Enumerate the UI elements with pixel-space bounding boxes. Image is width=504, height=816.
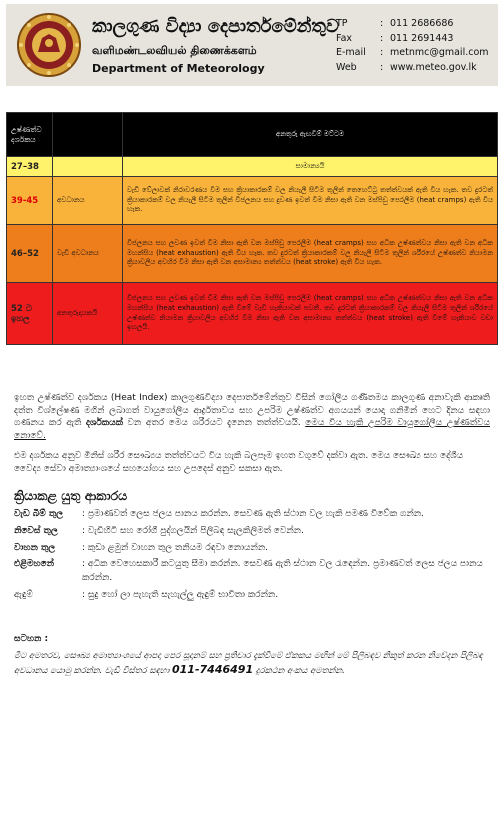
list-item — [14, 525, 490, 539]
heat-index-range: 39-45 — [7, 177, 53, 225]
action-label: ඇඳුම් — [14, 589, 33, 600]
list-item — [14, 508, 490, 522]
action-text: : ප්‍රමාණවත් ලෙස ජලය පානය කරන්න. සෙවණ ඇති ස්ථාන වල හැකි පමණ විවේක ගන්න. — [82, 509, 424, 519]
warning-level — [53, 157, 123, 177]
department-title-english: Department of Meteorology — [92, 62, 265, 75]
tp-value: 011 2686686 — [390, 18, 454, 29]
warning-level: අනතුරුදායකයි — [53, 283, 123, 345]
health-effect: වැඩි වේලාවක් නිරාවරණය වීම සහ ක්‍රියාකාරකම් වල නියැලී සිටීම තුලින් තෙහෙට්ටු තත්ත්වයක් ඇති විය හැක. තව දුරටත් ක්‍රියාකාරකම් වල නියැලී සිටීම තුලින් විජලනය සහ දුවණ ඉවත් වීම නිසා ඇති වන මස්පිඩු පෙරලීම (heat cramps) ඇති විය හැක. — [123, 177, 498, 225]
explanation-text-2: වන අතර මෙය ශරීරයට දැනෙන තත්ත්වයයි. — [122, 418, 306, 428]
note-body: මීට අමතරව, සෞඛ්‍ය අමාත්‍යාංශයේ ආපදා පෙර සූදානම් සහ ප්‍රතිචාර දැක්වීමේ ඒකකය මඟින් මේ පිලිබඳව නිකුත් කරන නිවේදන පිලිබඳ අවධානය යොමු කරන්න. වැඩි විස්තර සඳහා — [14, 651, 483, 676]
letterhead — [6, 4, 498, 86]
department-title-tamil: வளிமண்டலவியல் திணைக்களம் — [92, 44, 257, 57]
warning-level-column-header: අනතුරු ඇඟවීම් මට්ටම — [123, 113, 498, 157]
action-label: එළිමහනේ — [14, 559, 54, 570]
note-heading: සටහන : — [14, 634, 49, 644]
web-label: Web — [336, 61, 357, 73]
warning-level: වැඩි අවධානය — [53, 225, 123, 283]
action-label: වැඩ බිම් තුල — [14, 509, 63, 519]
action-text: : වැඩිහිටි සහ රෝගී පුද්ගලයින් පිලිබඳ සැලකිලිමත් වෙන්න. — [82, 525, 304, 536]
list-item — [14, 558, 490, 586]
table-row — [7, 283, 498, 345]
table-row — [7, 225, 498, 283]
note-body-end: දුරකථන අංකය අමතන්න. — [253, 666, 345, 676]
heat-index-explanation — [14, 392, 490, 442]
health-effect: සාමාන්‍යයි — [123, 157, 498, 177]
warning-level: අවධානය — [53, 177, 123, 225]
heat-index-column-header: උෂ්ණත්ව දර්ශකය — [7, 113, 53, 157]
explanation-text: ඉහත උෂ්ණත්ව දර්ශකය (Heat Index) කාලගුණවිද්‍යා දෙපාර්තමේන්තුව විසින් ගෝලීය ගණිතමය කාලගුණ අනාවැකි ආකෘති දත්ත විශ්ලේෂණ මගින් ලබාගත් වායුගෝලීය ආර්ද්‍රතාවය සහ උපරිම උෂ්ණත්ව අගයයන් යොදා ගනිමින් හෙට දිනය සඳහා ගණනය කර ඇති — [14, 393, 490, 428]
heat-index-range: 27–38 — [7, 157, 53, 177]
note-phone[interactable]: 011-7446491 — [172, 663, 254, 676]
health-impact-paragraph: එම දර්ශකය අනුව මිනිස් ශරීර සෞඛ්‍යය තත්ත්වයට විය හැකි බලපෑම ඉහත වගුවේ දක්වා ඇත. මෙය සෞඛ්‍ය සහ දේශීය වෛද්‍ය සේවා අමාත්‍යාංශයේ සහයෝගය සහ උපදෙස් අනුව සකසා ඇත. — [14, 451, 463, 474]
contact-details: TP : 011 2686686 Fax : 011 2691443 E-mail : metnmc@gmail.com Web : www.meteo.gov.lk — [336, 17, 489, 75]
action-label: වාහන තුල — [14, 542, 56, 553]
heat-index-range: 52 ට ඉහල — [7, 283, 53, 345]
actions-heading: ක්‍රියාකළ යුතු ආකාරය — [14, 488, 128, 503]
action-text: : සුදු හෝ ලා පැහැති සැහැල්ලු ඇඳුම් භාවිතා කරන්න. — [82, 589, 279, 600]
email-value[interactable]: metnmc@gmail.com — [390, 47, 489, 58]
heat-index-table — [6, 112, 498, 345]
explanation-underlined: මෙය විය හැකි උපරිම වායුගෝලීය උෂ්ණත්වය නොවේ. — [14, 418, 490, 441]
government-emblem-icon — [16, 12, 82, 78]
heat-index-range: 46–52 — [7, 225, 53, 283]
web-value[interactable]: www.meteo.gov.lk — [390, 61, 477, 73]
department-title-sinhala: කාලගුණ විද්‍යා දෙපාර්තමේන්තුව — [92, 16, 339, 37]
table-row — [7, 177, 498, 225]
table-header-row — [7, 113, 498, 157]
tp-label: TP — [336, 18, 348, 29]
email-label: E-mail — [336, 47, 366, 58]
fax-value: 011 2691443 — [390, 32, 454, 44]
note-text — [14, 650, 490, 678]
action-text: : අධික වෙහෙසකාරී කටයුතු සීමා කරන්න. සෙවණ ඇති ස්ථාන වල රැඳෙන්න. ප්‍රමාණවත් ලෙස ජලය පානය කරන්න. — [82, 559, 483, 584]
list-item — [14, 542, 490, 556]
health-effect: විජලනය සහ ලවණ ඉවත් වීම නිසා ඇති වන මස්පිඩු පෙරලීම (heat cramps) සහ අධික උෂ්ණත්වය නිසා ඇති වන අධික මහන්සිය (heat exhaustion) ඇති වීමේ වැඩි හැකියාවක් පවතී. තව දුරටත් ක්‍රියාකාරකම් වල නියැලී සිටීම තුලින් ශරීරයේ උෂ්ණත්ව නියාමන ක්‍රියාවලිය අවහිර වීම නිසා ඇති වන අසාමාන්‍ය තත්ත්වය (heat stroke) ඇති වීමේ හැකියාව වඩා ඉහලයි. — [123, 283, 498, 345]
explanation-bold: දර්ශකයක් — [85, 418, 123, 428]
fax-label: Fax — [336, 32, 353, 44]
level-column-header — [53, 113, 123, 157]
list-item — [14, 589, 490, 603]
action-text: : කුඩා ළමුන් වාහන තුල තනියම රඳවා නොයන්න. — [82, 542, 269, 553]
table-row — [7, 157, 498, 177]
health-effect: විජලනය සහ ලවණ ඉවත් වීම නිසා ඇති වන මස්පිඩු පෙරලීම (heat cramps) සහ අධික උෂ්ණත්වය නිසා ඇති වන අධික මහන්සිය (heat exhaustion) ඇති විය හැක. තව දුරටත් ක්‍රියාකාරකම් වල නියැලී සිටීම තුලින් ශරීරයේ උෂ්ණත්ව නියාමන ක්‍රියාවලිය අවහිර වීම නිසා ඇති වන අසාමාන්‍ය තත්ත්වය (heat stroke) ඇති විය හැක. — [123, 225, 498, 283]
actions-list — [14, 508, 490, 606]
action-label: නිවෙස් තුල — [14, 525, 58, 536]
